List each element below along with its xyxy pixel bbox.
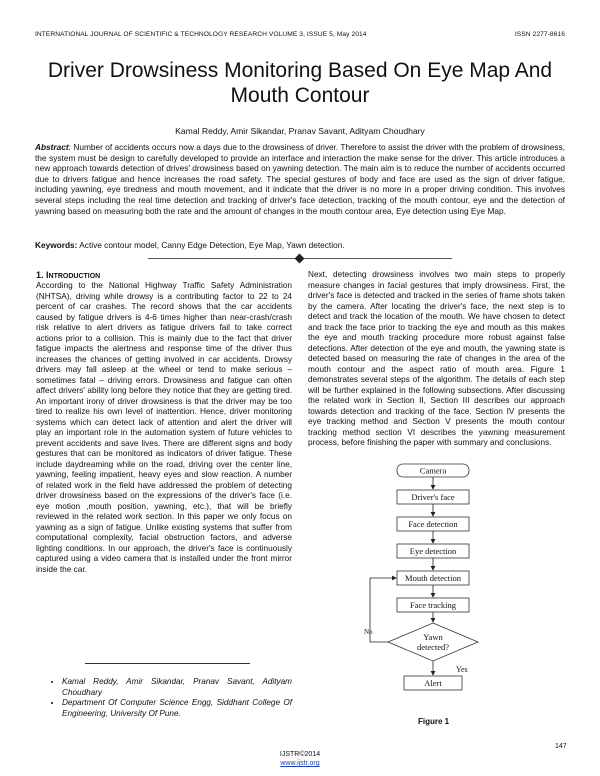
footnote-rule xyxy=(85,663,250,664)
label-face-detection: Face detection xyxy=(408,519,458,529)
page-number: 147 xyxy=(555,743,567,750)
journal-header: INTERNATIONAL JOURNAL OF SCIENTIFIC & TECHNOLOGY RESEARCH VOLUME 3, ISSUE 5, May 2014 xyxy=(35,31,367,38)
intro-left-paragraph: According to the National Highway Traffic Safety Administration (NHTSA), driving while drowsy is a contributing factor to 22 to 24 percent of car crashes. The record shows that the car accidents caused by fatigue drivers is 4-6 times higher than near-crash/crash risk relative to alert drivers as fatigue drivers fail to take correct actions prior to a collision. This is mainly due to the fact that driver fatigue impacts the alertness and response time of the driver thus increases the chances of getting involved in car accidents. Drowsy drivers may fall asleep at the wheel or tend to make serious – sometimes fatal – driving errors. Drowsiness and fatigue can often affect drivers' ability long before they notice that they are getting tired. An important irony of driver drowsiness is that the driver may be too tired to realize his own level of inattention. Hence, driver monitoring systems which can detect lack of attention and alert the driver will play an important role in the automation system of future vehicles to prevent accidents and save lives. There are different signs and body gestures that can be monitored as indicators of driver fatigue. These include daydreaming while on the road, driving over the center line, yawning, feeling impatient, heavy eyes and slow reaction. A number of related work in the field have addressed the problem of detecting driver drowsiness based on the expressions of the driver's face (i.e. eye motion ,mouth position, yawning, etc.), that will be briefly reviewed in the related work section. In this paper we only focus on yawning as a sign of fatigue. Unlike existing systems that suffer from computational complexity, facial obstruction factors, and adverse lighting conditions. In our approach, the driver's face is continuously captured using a video camera that is installed under the front mirror inside the car. xyxy=(36,281,292,574)
label-alert: Alert xyxy=(424,678,442,688)
label-detected: detected? xyxy=(416,642,450,652)
section-number: 1. I xyxy=(36,270,49,280)
footnote-authors: • Kamal Reddy, Amir Sikandar, Pranav Savant, Adityam Choudhary xyxy=(62,677,292,698)
flowchart-figure xyxy=(360,460,530,715)
section-heading-introduction xyxy=(36,270,100,280)
footer-link[interactable]: www.ijstr.org xyxy=(280,760,320,767)
footer-code: IJSTR©2014 xyxy=(279,751,321,758)
keywords-label: Keywords: xyxy=(35,240,78,250)
label-drivers-face: Driver's face xyxy=(411,492,455,502)
keywords xyxy=(35,240,565,250)
author-list: Kamal Reddy, Amir Sikandar, Pranav Savant, Adityam Choudhary xyxy=(175,126,425,136)
abstract xyxy=(35,142,565,216)
section-name: NTRODUCTION xyxy=(48,273,101,280)
figure-caption: Figure 1 xyxy=(418,717,450,726)
abstract-label: Abstract xyxy=(35,142,69,152)
label-eye-detection: Eye detection xyxy=(409,546,457,556)
label-yes: Yes xyxy=(456,665,468,674)
issn-label: ISSN 2277-8616 xyxy=(514,31,565,38)
label-yawn: Yawn xyxy=(423,632,443,642)
footnotes xyxy=(40,677,292,719)
label-no: No xyxy=(364,628,373,636)
paper-title: Driver Drowsiness Monitoring Based On Eye Map And Mouth Contour xyxy=(47,59,553,107)
abstract-text: : Number of accidents occurs now a days due to the drowsiness of driver. Therefore to assist the driver with the problem of drowsiness, the system must be design to carefully developed to provide an interface and interaction the make sense for the driver. This article introduces a new approach towards detection of drives' drowsiness based on yawning detection. The main aim is to reduce the number of accidents occurred due to drivers fatigue and hence increases the road safety. The special gestures of body and face are used as the sign of driver fatigue, including yawning, eye tiredness and mouth movement, and it indicate that the driver is no more in a proper driving condition. This involves several steps including the real time detection and tracking of driver's face detection, tracking of the mouth contour, eye and the detection of yawning based on measuring both the rate and the amount of changes in the mouth contour area, Eye detection using Eye Map. xyxy=(35,142,565,216)
keywords-text: Active contour model, Canny Edge Detection, Eye Map, Yawn detection. xyxy=(77,240,345,250)
label-mouth-detection: Mouth detection xyxy=(405,573,461,583)
arrow-no-loop xyxy=(370,578,396,642)
label-face-tracking: Face tracking xyxy=(409,600,457,610)
intro-right-paragraph: Next, detecting drowsiness involves two main steps to properly measure changes in facial gestures that imply drowsiness. First, the driver's face is detected and tracked in the series of frame shots taken by the camera. After locating the driver's face, the next step is to detect and track the location of the mouth. We have chosen to detect and track the face prior to tracking the eye and mouth as this makes the eye and mouth tracking procedure more robust against false detections. After detection of the eye and mouth, the yawning state is detected based on measuring the rate of changes in the area of the mouth contour and the aspect ratio of mouth area. Figure 1 demonstrates several steps of the algorithm. The details of each step will be further explained in the following subsections. After discussing the related work in Section II, Section III describes our approach towards detection and tracking of the face. Section IV presents the eye tracking method and Section V presents the mouth contour tracking method section VI describes the yawning measurement process, before finishing the paper with summary and conclusions. xyxy=(308,270,565,447)
label-camera: Camera xyxy=(419,465,447,476)
footnote-affiliation: • Department Of Computer Science Engg, Siddhant College Of Engineering, University Of Pune. xyxy=(62,698,292,719)
divider-diamond-icon xyxy=(295,253,305,263)
